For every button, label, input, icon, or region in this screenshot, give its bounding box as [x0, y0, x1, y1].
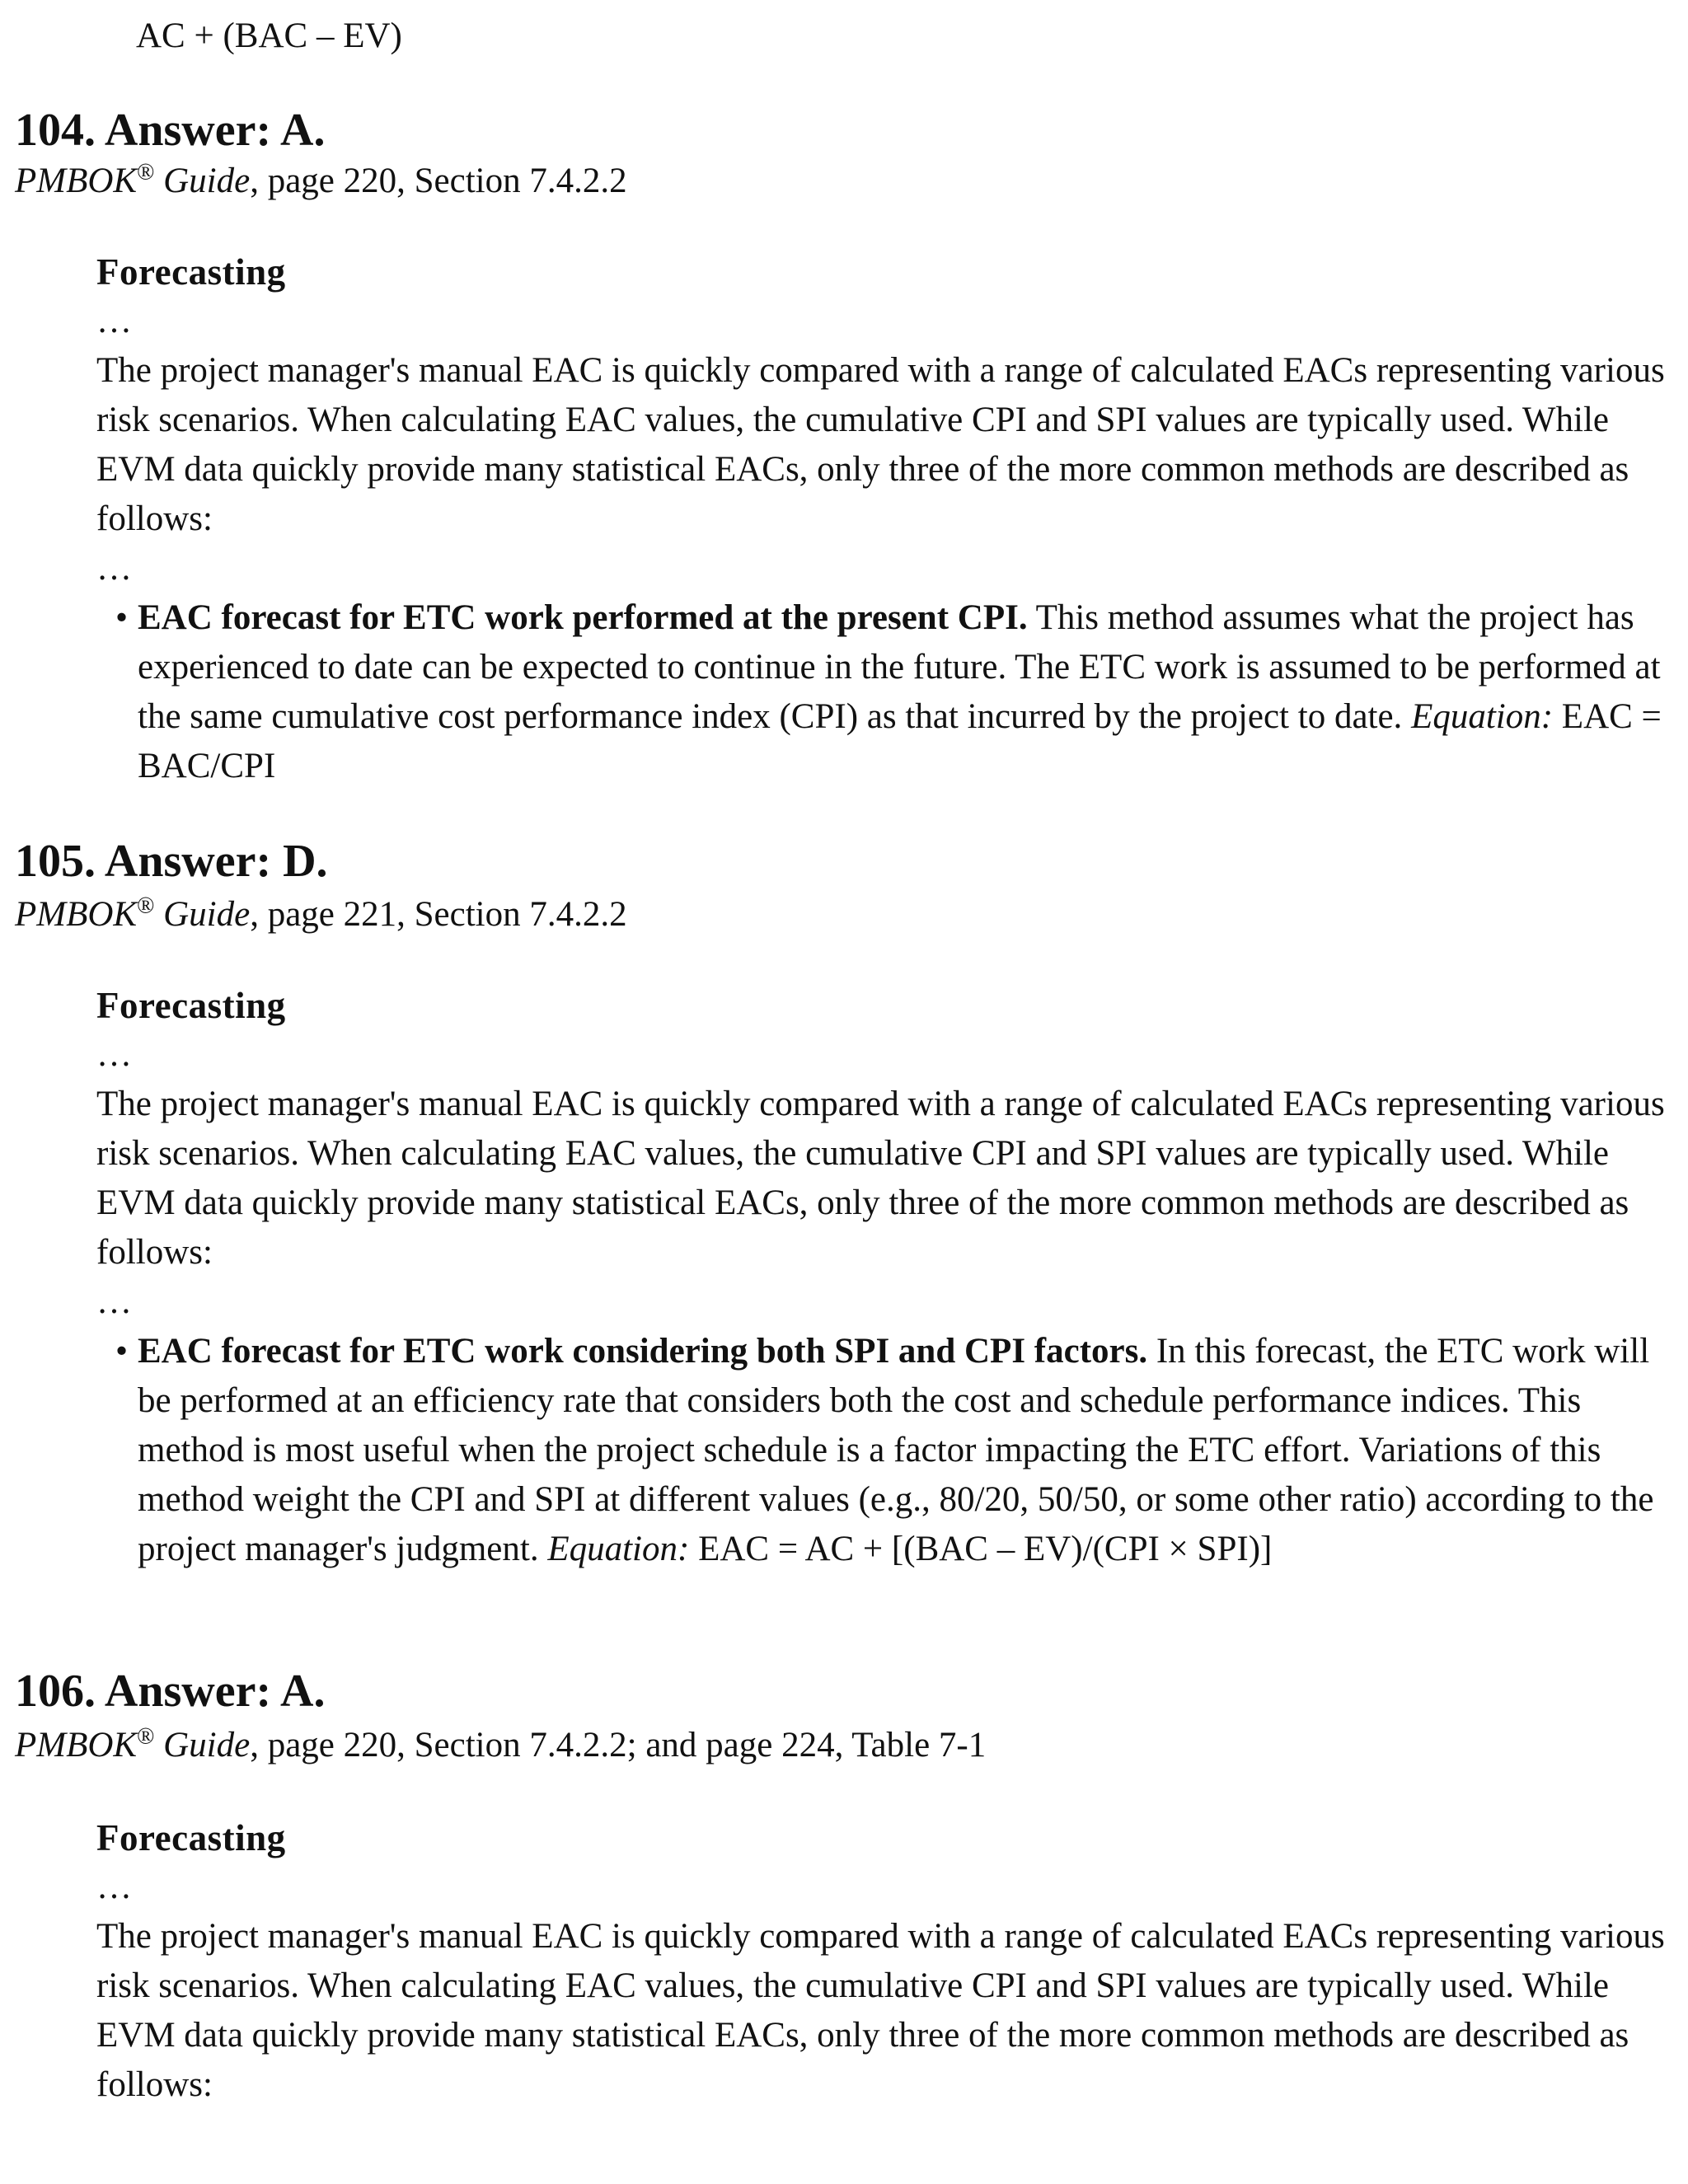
ref-location: , page 221, Section 7.4.2.2 [250, 895, 627, 934]
excerpt-105 [96, 981, 1679, 1574]
bullet-text: In this forecast, the ETC work will be performed at an efficiency rate that considers both the cost and schedule performance indices. This method is most useful when the project schedule is a factor impacting the ETC effort. Variations of this method weight the CPI and SPI at different values (e.g., 80/20, 50/50, or some other ratio) according to the project manager's judgment. [138, 1332, 1654, 1568]
equation-label: Equation: [1411, 697, 1554, 736]
equation: EAC = BAC/CPI [138, 697, 1662, 785]
bullet-bold-lead: EAC forecast for ETC work considering both SPI and CPI factors. [138, 1332, 1148, 1371]
reference-line-105 [15, 890, 627, 940]
excerpt-paragraph: The project manager's manual EAC is quickly compared with a range of calculated EACs representing various risk scenarios. When calculating EAC values, the cumulative CPI and SPI values are typically used. While EVM data quickly provide many statistical EACs, only three of the more common methods are described as follows: [96, 351, 1665, 538]
answer-heading-106: 106. Answer: A. [15, 1666, 326, 1717]
ref-guide: Guide [163, 162, 251, 200]
excerpt-104 [96, 247, 1679, 791]
ellipsis: … [96, 549, 132, 588]
bullet-icon: • [115, 1332, 129, 1371]
reference-line-104 [15, 157, 627, 206]
bullet-item [96, 593, 1679, 791]
reference-line-106 [15, 1721, 986, 1770]
section-heading: Forecasting [96, 985, 286, 1026]
registered-mark: ® [137, 159, 155, 185]
section-heading: Forecasting [96, 251, 286, 293]
bullet-bold-lead: EAC forecast for ETC work performed at the present CPI. [138, 598, 1028, 637]
ellipsis: … [96, 1035, 132, 1074]
excerpt-paragraph: The project manager's manual EAC is quickly compared with a range of calculated EACs representing various risk scenarios. When calculating EAC values, the cumulative CPI and SPI values are typically used. While EVM data quickly provide many statistical EACs, only three of the more common methods are described as follows: [96, 1085, 1665, 1272]
top-formula: AC + (BAC – EV) [136, 16, 402, 55]
bullet-text: This method assumes what the project has experienced to date can be expected to continue in the future. The ETC work is assumed to be performed at the same cumulative cost performance index (CPI) as that incurred by the project to date. [138, 598, 1661, 736]
bullet-icon: • [115, 598, 129, 637]
ellipsis: … [96, 302, 132, 340]
answer-heading-105: 105. Answer: D. [15, 836, 328, 887]
ref-title: PMBOK [15, 895, 138, 934]
equation: EAC = AC + [(BAC – EV)/(CPI × SPI)] [689, 1530, 1273, 1568]
ref-location: , page 220, Section 7.4.2.2; and page 224, Table 7-1 [250, 1726, 987, 1765]
ellipsis: … [96, 1282, 132, 1321]
ref-location: , page 220, Section 7.4.2.2 [250, 162, 627, 200]
ref-guide: Guide [163, 895, 251, 934]
ref-title: PMBOK [15, 162, 138, 200]
bullet-item [96, 1327, 1679, 1574]
excerpt-106 [96, 1813, 1679, 2110]
excerpt-paragraph: The project manager's manual EAC is quickly compared with a range of calculated EACs representing various risk scenarios. When calculating EAC values, the cumulative CPI and SPI values are typically used. While EVM data quickly provide many statistical EACs, only three of the more common methods are described as follows: [96, 1917, 1665, 2104]
ellipsis: … [96, 1868, 132, 1906]
answer-heading-104: 104. Answer: A. [15, 105, 326, 156]
section-heading: Forecasting [96, 1817, 286, 1858]
registered-mark: ® [137, 1723, 155, 1750]
registered-mark: ® [137, 893, 155, 919]
ref-guide: Guide [163, 1726, 251, 1765]
ref-title: PMBOK [15, 1726, 138, 1765]
equation-label: Equation: [547, 1530, 690, 1568]
